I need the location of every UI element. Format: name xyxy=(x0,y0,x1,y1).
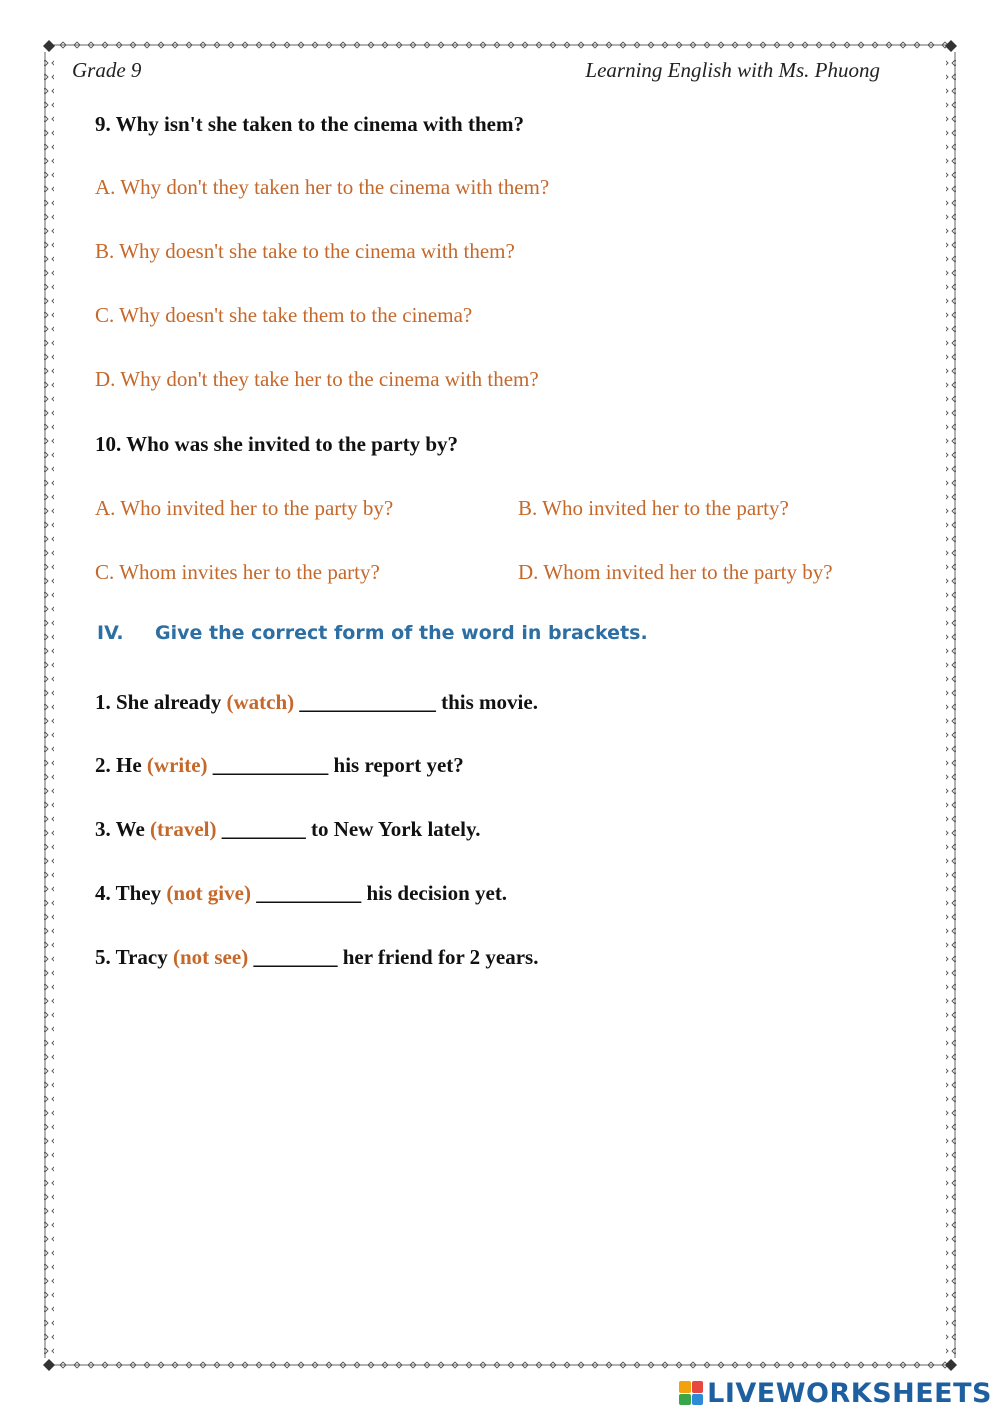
liveworksheets-logo[interactable] xyxy=(679,1376,992,1410)
section-heading xyxy=(97,622,648,644)
q10-option-c[interactable]: C. Whom invites her to the party? xyxy=(95,560,380,584)
section-number: IV. xyxy=(97,622,124,644)
answer-blank[interactable]: ________ to New York lately. xyxy=(216,817,481,841)
exercise-5: 5. Tracy (not see) ________ her friend for 2 years. xyxy=(95,945,539,969)
exercise-3: 3. We (travel) ________ to New York lately. xyxy=(95,817,481,841)
exercise-1: 1. She already (watch) _____________ this movie. xyxy=(95,690,538,714)
exercise-4: 4. They (not give) __________ his decision yet. xyxy=(95,881,508,905)
verb-hint: (not give) xyxy=(166,881,251,905)
verb-hint: (not see) xyxy=(172,945,249,969)
verb-hint: (travel) xyxy=(150,817,217,841)
section-title: Give the correct form of the word in brackets. xyxy=(155,622,648,644)
question-9: 9. Why isn't she taken to the cinema with them? xyxy=(95,112,524,136)
answer-blank[interactable]: ________ her friend for 2 years. xyxy=(248,945,539,969)
q10-option-b[interactable]: B. Who invited her to the party? xyxy=(518,496,789,520)
q9-option-a[interactable]: A. Why don't they taken her to the cinema with them? xyxy=(95,175,550,199)
verb-hint: (watch) xyxy=(226,690,295,714)
q9-option-d[interactable]: D. Why don't they take her to the cinema with them? xyxy=(95,367,539,391)
brand-text: LIVEWORKSHEETS xyxy=(707,1377,992,1409)
answer-blank[interactable]: ___________ his report yet? xyxy=(207,753,464,777)
verb-hint: (write) xyxy=(146,753,208,777)
exercise-2: 2. He (write) ___________ his report yet? xyxy=(95,753,464,777)
question-10: 10. Who was she invited to the party by? xyxy=(95,432,459,456)
answer-blank[interactable]: _____________ this movie. xyxy=(294,690,538,714)
q9-option-c[interactable]: C. Why doesn't she take them to the cinema? xyxy=(95,303,473,327)
q10-option-d[interactable]: D. Whom invited her to the party by? xyxy=(518,560,833,584)
header-grade: Grade 9 xyxy=(72,58,142,82)
logo-icon xyxy=(679,1381,703,1405)
header-author: Learning English with Ms. Phuong xyxy=(585,58,880,82)
q10-option-a[interactable]: A. Who invited her to the party by? xyxy=(95,496,394,520)
answer-blank[interactable]: __________ his decision yet. xyxy=(250,881,508,905)
q9-option-b[interactable]: B. Why doesn't she take to the cinema with them? xyxy=(95,239,515,263)
